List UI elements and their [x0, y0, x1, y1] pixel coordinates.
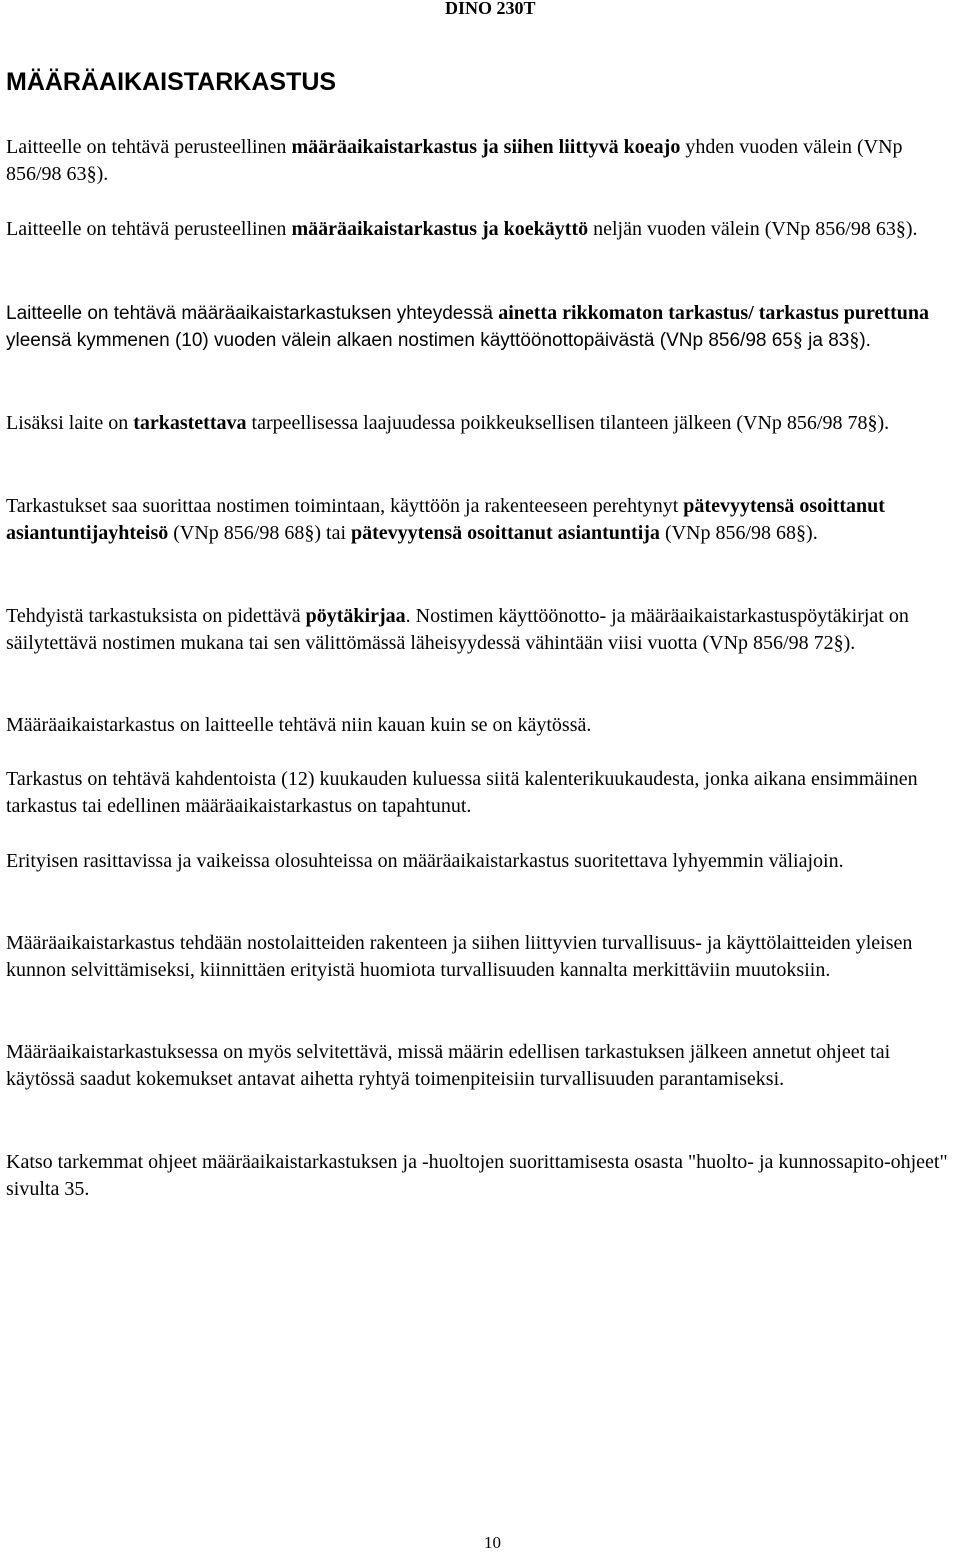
paragraph-inspection-purpose: Määräaikaistarkastus tehdään nostolaitteiden rakenteen ja siihen liittyvien turvallisuus- ja käyttölaitteiden yleisen kunnon selvittämiseksi, kiinnittäen erityistä huomiota turvallisuuden kannalta merkittäviin muutoksiin.	[6, 932, 913, 981]
section-sign: §	[796, 522, 807, 544]
text-run: ) tai	[314, 522, 352, 544]
text-run: ).	[905, 218, 918, 240]
section-sign: §	[304, 522, 315, 544]
text-run: yleensä kymmenen (10) vuoden välein alkaen nostimen käyttöönottopäivästä (VNp 856/98 65	[6, 330, 793, 351]
paragraph-see-also: Katso tarkemmat ohjeet määräaikaistarkastuksen ja -huoltojen suorittamisesta osasta "huolto- ja kunnossapito-ohjeet" sivulta 35.	[6, 1151, 948, 1200]
text-run: Tehdyistä tarkastuksista on pidettävä	[6, 605, 306, 627]
text-run: yhden vuoden välein (VNp 856/98 63	[6, 136, 903, 185]
section-sign: §	[849, 329, 860, 351]
section-sign: §	[895, 218, 906, 240]
emphasis-text: pätevyytensä osoittanut asiantuntija	[351, 522, 660, 544]
page-title: MÄÄRÄAIKAISTARKASTUS	[6, 68, 337, 96]
paragraph-harsh-conditions: Erityisen rasittavissa ja vaikeissa olosuhteissa on määräaikaistarkastus suoritettava lyhyemmin väliajoin.	[6, 850, 844, 872]
section-sign: §	[86, 163, 97, 185]
text-run: Laitteelle on tehtävä perusteellinen	[6, 136, 292, 158]
emphasis-text: pöytäkirjaa	[305, 605, 406, 627]
paragraph-inspection-interval: Tarkastus on tehtävä kahdentoista (12) kuukauden kuluessa siitä kalenterikuukaudesta, jonka aikana ensimmäinen tarkastus tai edellinen määräaikaistarkastus on tapahtunut.	[6, 768, 918, 817]
text-run: ).	[843, 632, 856, 654]
emphasis-text: ainetta rikkomaton tarkastus/ tarkastus purettuna	[498, 302, 929, 324]
paragraph-inspection-four-year	[6, 216, 956, 243]
paragraph-inspection-annual	[6, 134, 956, 188]
text-run: tarpeellisessa laajuudessa poikkeuksellisen tilanteen jälkeen (VNp 856/98 78	[246, 412, 868, 434]
text-run: neljän vuoden välein (VNp 856/98 63	[588, 218, 896, 240]
paragraph-non-destructive-testing	[6, 300, 956, 354]
text-run: Tarkastukset saa suorittaa nostimen toimintaan, käyttöön ja rakenteeseen perehtynyt	[6, 495, 684, 517]
text-run: (VNp 856/98 68	[659, 522, 797, 544]
paragraph-inspection-duration: Määräaikaistarkastus on laitteelle tehtävä niin kauan kuin se on käytössä.	[6, 714, 592, 736]
emphasis-text: määräaikaistarkastus ja siihen liittyvä koeajo	[291, 136, 681, 158]
text-run: ).	[877, 412, 890, 434]
emphasis-text: määräaikaistarkastus ja koekäyttö	[291, 218, 589, 240]
section-sign: §	[867, 412, 878, 434]
page-number: 10	[484, 1533, 501, 1552]
paragraph-inspection-records	[6, 603, 956, 657]
text-run: ).	[96, 163, 109, 185]
text-run: (VNp 856/98 68	[168, 522, 305, 544]
paragraph-inspectors	[6, 493, 956, 547]
section-sign: §	[833, 632, 844, 654]
text-run: Lisäksi laite on	[6, 412, 134, 434]
paragraph-previous-findings: Määräaikaistarkastuksessa on myös selvitettävä, missä määrin edellisen tarkastuksen jälkeen annetut ohjeet tai käytössä saadut kokemukset antavat aihetta ryhtyä toimenpiteisiin turvallisuuden parantamiseksi.	[6, 1041, 891, 1090]
text-run: ).	[806, 522, 818, 544]
paragraph-exceptional-inspection	[6, 410, 956, 437]
text-run: ja 83	[802, 330, 850, 351]
text-run: Laitteelle on tehtävä määräaikaistarkastuksen yhteydessä	[6, 303, 499, 324]
text-run: ).	[859, 330, 871, 351]
section-sign: §	[792, 329, 803, 351]
text-run: . Nostimen käyttöönotto- ja määräaikaistarkastuspöytäkirjat on säilytettävä nostimen mukana tai sen välittömässä läheisyydessä vähintään viisi vuotta (VNp 856/98 72	[6, 605, 909, 654]
emphasis-text: tarkastettava	[133, 412, 247, 434]
page-header: DINO 230T	[445, 0, 536, 18]
emphasis-text: pätevyytensä osoittanut asiantuntijayhteisö	[6, 495, 885, 544]
text-run: Laitteelle on tehtävä perusteellinen	[6, 218, 292, 240]
